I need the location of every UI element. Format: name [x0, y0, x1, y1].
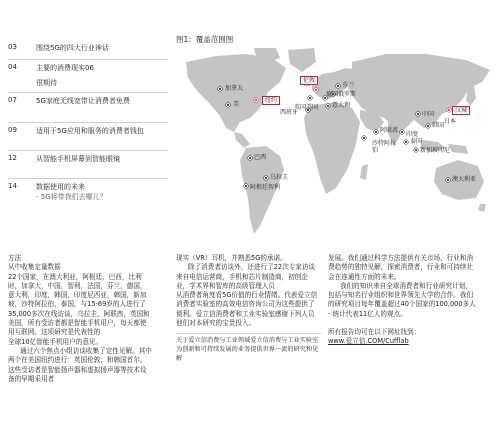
reports-note: 所有报告均可在以下网址找到： — [328, 328, 421, 337]
map-label-saudi: 沙特阿拉伯 — [372, 140, 397, 154]
toc-page-number: 12 — [8, 154, 17, 162]
map-marker-brazil — [248, 156, 252, 160]
toc-title: 围绕5G的四大行业神话 — [36, 44, 109, 52]
map-label-seoul: 汉城 — [452, 106, 470, 115]
map-label-russia: 俄罗斯 — [338, 91, 357, 98]
map-marker-uae — [374, 130, 378, 134]
toc-page-number: 03 — [8, 43, 17, 51]
toc-page-number: 07 — [8, 96, 17, 104]
map-label-finland: 芬兰 — [342, 82, 355, 89]
map-label-us: 美 — [233, 101, 240, 108]
map-marker-italy — [326, 104, 330, 108]
reports-link[interactable]: www.爱立信.COM/Cufflab — [328, 337, 409, 346]
about-paragraph: 关于爱立信消费与工业领域爱立信消费与工业实验室为创新和可持续发展的业务提供世界一流的研究和见解 — [176, 337, 319, 362]
map-marker-argentina — [244, 184, 248, 188]
map-marker-finland — [336, 84, 340, 88]
map-label-uk-usa: 英国美国 — [294, 104, 319, 111]
body-paragraph: 他们对本研究的宝贵投入。 — [176, 319, 256, 328]
toc-page-number — [8, 78, 36, 88]
toc-page-number: 14 — [8, 182, 17, 190]
body-paragraph: 通过六个焦点小组访谈收集了定性见解。其中两个在美国纽约进行：英国伦敦；和韩国首尔。这些受访者是智能扬声器和虚拟扬声器等技术设备的早期采用者 — [8, 346, 152, 383]
map-marker-china — [416, 112, 420, 116]
coverage-world-map — [176, 48, 494, 248]
toc-page-number: 09 — [8, 126, 17, 134]
map-marker-us — [226, 103, 230, 107]
methodology-heading: 方法 — [8, 254, 22, 262]
figure-title: 图1：覆盖范围图 — [176, 35, 234, 44]
map-label-indonesia: 新加坡印尼 — [420, 147, 451, 154]
map-marker-australia — [446, 178, 450, 182]
toc-title-main: 数据使用的未来 — [36, 183, 85, 191]
toc-title: 适用于5G应用和服务的消费者钱包 — [36, 127, 144, 135]
map-label-thailand: 泰国 — [410, 138, 423, 145]
body-column-3 — [328, 254, 478, 347]
body-column-1 — [8, 254, 153, 384]
map-marker-uruguay — [264, 176, 268, 180]
map-marker-london — [314, 88, 318, 92]
body-paragraph: 22个国家，在澳大利亚，阿根廷，巴西，比利时，加拿大，中国，智利，法国，芬兰，德国，意大利，印度，韩国，印度尼西亚，韩国，新加坡，沙特阿拉伯，泰国，与15-69岁的人进行了35,000多次在线访谈，乌拉圭，阿联酋，英国和美国，所有受访者都是智能手机用户，每天都使用互联网。这项研究是代表性的 — [8, 272, 150, 337]
toc-item[interactable] — [8, 40, 168, 60]
map-label-london: 伦敦 — [300, 76, 318, 85]
body-paragraph: 除了消费者访谈外，还进行了22次专家访谈 — [188, 263, 316, 272]
toc-subtitle: - 5G将带我们去哪儿？ — [36, 193, 107, 201]
map-label-australia: 澳大利亚 — [452, 176, 477, 183]
map-label-spain: 西班牙 — [280, 109, 299, 116]
body-paragraph: 现实（VR）耳机，并熟悉5G的承诺。 — [176, 254, 287, 262]
body-paragraph: 从消费者角度看5G价值的行业情绪。代表爱立信消费者实验室的高效电信咨询公司为这些提供了便利。爱立信消费者和工业实验室感谢下列人员 — [176, 291, 318, 318]
section-divider — [176, 333, 321, 334]
toc-item[interactable] — [8, 151, 168, 179]
map-marker-korea — [426, 124, 430, 128]
map-marker-seoul — [447, 108, 451, 112]
map-label-korea: 韩国 — [432, 122, 445, 129]
toc-title: 很期待 — [36, 79, 57, 87]
toc-title: 从智能手机屏幕到智能眼镜 — [36, 155, 120, 163]
toc-title — [36, 182, 168, 203]
toc-item[interactable] — [8, 123, 168, 151]
toc-item[interactable] — [8, 179, 168, 207]
map-label-brazil: 巴西 — [254, 154, 267, 161]
toc-page-number: 04 — [8, 63, 17, 71]
toc-item[interactable] — [8, 60, 168, 75]
map-label-japan: 日本 — [444, 118, 457, 125]
body-paragraph: 来自电信运营商，手机和芯片制造商，初创企业，学术界和智库的高级管理人员 — [176, 272, 308, 290]
toc-title: 主要的消费现实06 — [36, 64, 94, 72]
spacer — [328, 319, 478, 328]
map-marker-thailand — [404, 140, 408, 144]
map-label-uae: 阿联酋 — [380, 127, 399, 134]
map-label-china: 中国 — [422, 111, 435, 118]
body-paragraph: 我们的知识来自全球消费者和行业研究计划，包括与知名行业组织和世界领先大学的合作。我们的研究项目每年覆盖超过40个国家的100,000多人 — [328, 281, 476, 309]
toc-item[interactable] — [8, 75, 168, 93]
map-label-india: 印度 — [406, 131, 419, 138]
map-label-argentina: 阿根廷智利 — [250, 184, 281, 191]
table-of-contents — [8, 40, 168, 207]
toc-title: 5G家庭无线宽带让消费者免费 — [36, 97, 130, 105]
map-label-germany: 德国 — [326, 91, 339, 98]
map-marker-indonesia — [414, 148, 418, 152]
map-marker-canada — [218, 87, 222, 91]
map-label-canada: 加拿大 — [225, 85, 244, 92]
body-column-2 — [176, 254, 321, 363]
toc-item[interactable] — [8, 93, 168, 123]
map-marker-saudi — [362, 136, 366, 140]
map-label-italy: 意大利 — [332, 102, 351, 109]
body-paragraph: - 统计代表11亿人的观点。 — [328, 309, 407, 318]
body-paragraph: 全球10亿智能手机用户的意见。 — [8, 337, 103, 346]
map-marker-india — [400, 130, 404, 134]
map-label-new-york: 纽约 — [262, 96, 280, 105]
map-marker-uk-usa — [308, 96, 312, 100]
body-paragraph: 从中收集定量数据 — [8, 263, 61, 272]
body-paragraph: 发展。我们通过科学方法提供有关市场，行业和消费趋势的独特见解，探索消费者，行业和可持续社会在连通性方面的未来。 — [328, 254, 474, 281]
map-marker-new-york — [254, 98, 258, 102]
map-label-uruguay: 乌拉圭 — [270, 174, 289, 181]
